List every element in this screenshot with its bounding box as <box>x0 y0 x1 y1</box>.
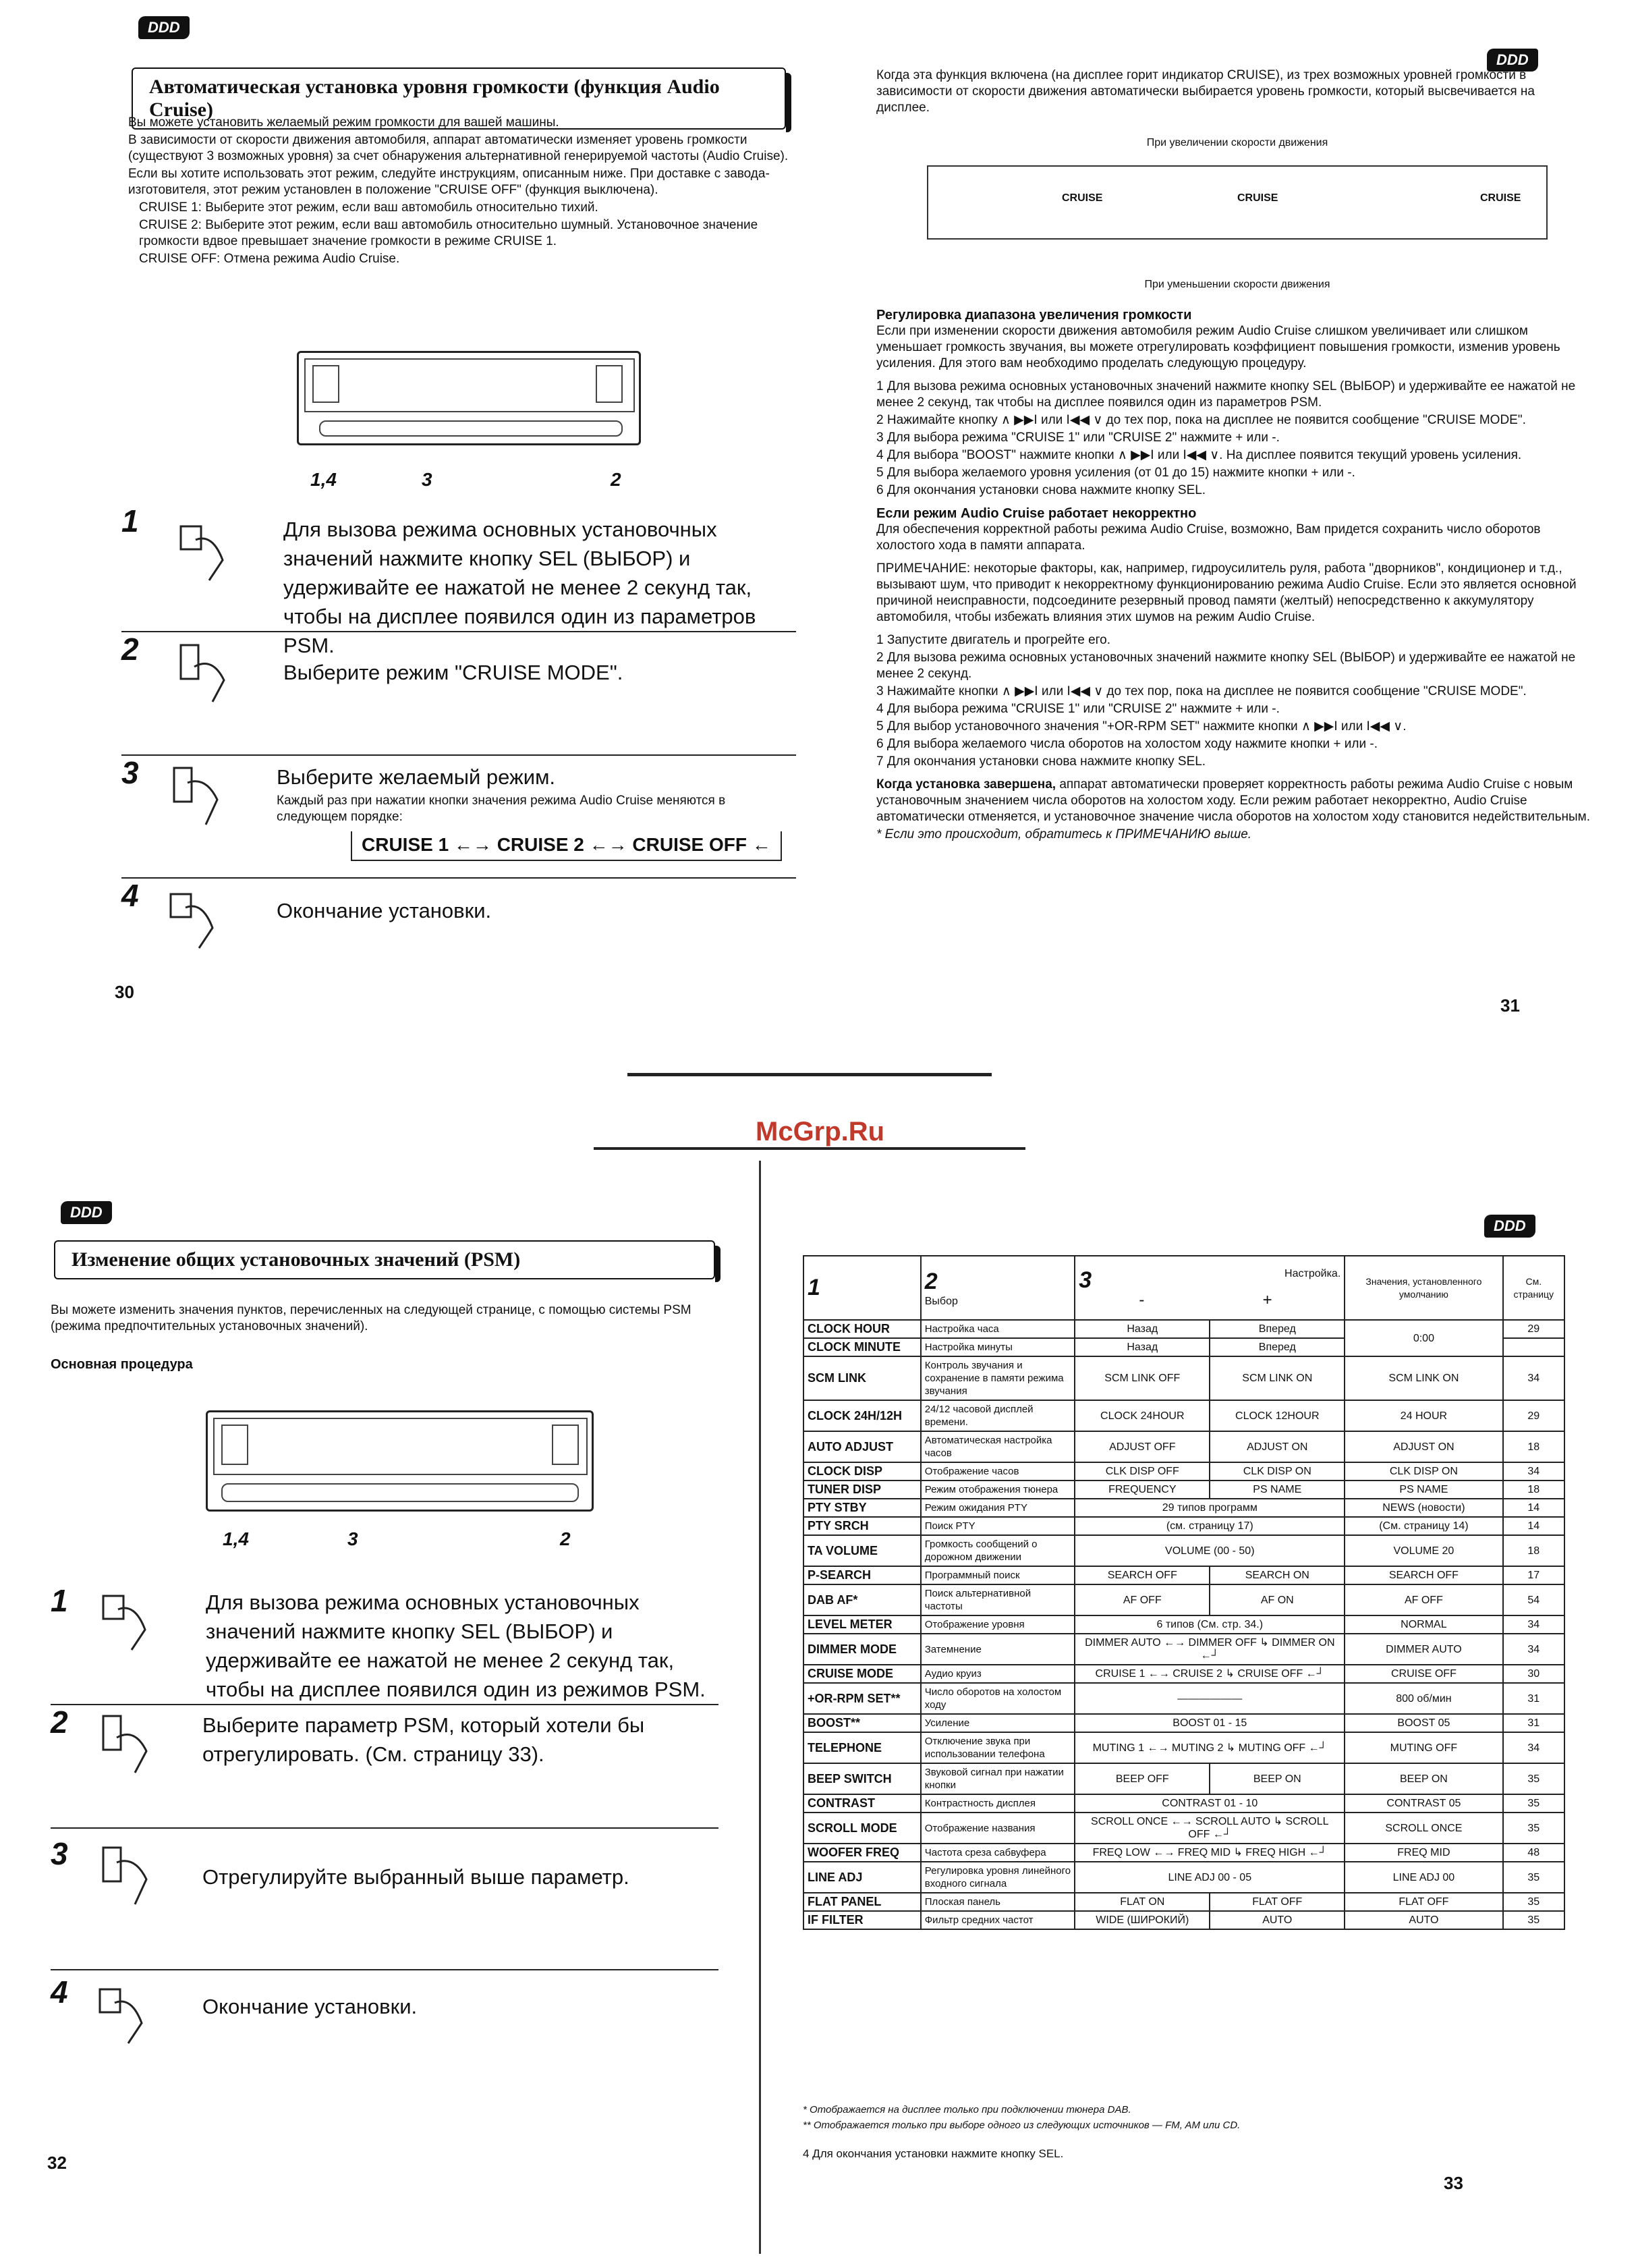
footnote: ** Отображается только при выборе одного из следующих источников — FM, AM или CD. <box>803 2120 1241 2131</box>
cruise-indicator: CRUISE <box>1237 192 1278 204</box>
table-cell: Отображение названия <box>921 1813 1075 1844</box>
table-cell: NORMAL <box>1345 1615 1502 1634</box>
table-cell: CLOCK 24H/12H <box>803 1400 921 1431</box>
table-cell: DIMMER MODE <box>803 1634 921 1665</box>
table-cell: CLK DISP ON <box>1345 1462 1502 1481</box>
table-cell: Громкость сообщений о дорожном движении <box>921 1535 1075 1566</box>
table-cell: Частота среза сабвуфера <box>921 1844 1075 1862</box>
callout-label: 2 <box>560 1528 571 1549</box>
step-text: Окончание установки. <box>202 1995 418 2018</box>
table-cell: 18 <box>1503 1431 1564 1462</box>
table-cell: Звуковой сигнал при нажатии кнопки <box>921 1763 1075 1794</box>
table-row <box>803 1634 1564 1665</box>
table-cell: FREQ MID <box>1345 1844 1502 1862</box>
table-cell: Отключение звука при использовании телефона <box>921 1732 1075 1763</box>
table-cell: FLAT ON <box>1075 1893 1210 1911</box>
hand-press-icon <box>98 1589 159 1657</box>
table-cell: SCM LINK ON <box>1345 1356 1502 1400</box>
table-cell: Контрастность дисплея <box>921 1794 1075 1813</box>
footnote: * Отображается на дисплее только при подключении тюнера DAB. <box>803 2104 1131 2115</box>
table-cell: 31 <box>1503 1683 1564 1714</box>
table-cell: CRUISE 1 ←→ CRUISE 2 ↳ CRUISE OFF ←┘ <box>1075 1665 1345 1683</box>
table-cell: 800 об/мин <box>1345 1683 1502 1714</box>
table-cell: 48 <box>1503 1844 1564 1862</box>
table-cell: VOLUME (00 - 50) <box>1075 1535 1345 1566</box>
step-subtext: Каждый раз при нажатии кнопки значения режима Audio Cruise меняются в следующем порядке: <box>277 794 726 824</box>
cruise-cycle: CRUISE 1 ←→ CRUISE 2 ←→ CRUISE OFF ← <box>351 831 782 861</box>
table-cell: Программный поиск <box>921 1566 1075 1584</box>
table-cell: Настройка часа <box>921 1320 1075 1338</box>
table-cell: 34 <box>1503 1356 1564 1400</box>
table-cell: SEARCH ON <box>1210 1566 1345 1584</box>
table-row <box>803 1584 1564 1615</box>
table-cell: 54 <box>1503 1584 1564 1615</box>
step-number: 3 <box>51 1836 68 1871</box>
page-number: 32 <box>47 2153 67 2173</box>
step-number: 3 <box>121 755 139 790</box>
table-cell: TELEPHONE <box>803 1732 921 1763</box>
intro-text: Вы можете изменить значения пунктов, перечисленных на следующей странице, с помощью системы PSM (режима предпочтительных установочных значений). <box>51 1303 691 1333</box>
diagram-caption: При увеличении скорости движения <box>1146 137 1328 148</box>
table-cell: AF OFF <box>1075 1584 1210 1615</box>
bullet: CRUISE 2: Выберите этот режим, если ваш автомобиль относительно шумный. Установочное значение громкости вдвое превышает значение громкости в режиме CRUISE 1. <box>139 218 758 248</box>
step-number: 4 <box>51 1974 68 2010</box>
divider <box>51 1704 718 1705</box>
table-row <box>803 1517 1564 1535</box>
table-cell: FREQUENCY <box>1075 1481 1210 1499</box>
hand-press-icon <box>98 1842 159 1910</box>
table-cell: 35 <box>1503 1794 1564 1813</box>
step-text: Выберите желаемый режим. <box>277 765 556 789</box>
table-cell: 30 <box>1503 1665 1564 1683</box>
table-cell: AF OFF <box>1345 1584 1502 1615</box>
table-cell: Регулировка уровня линейного входного сигнала <box>921 1862 1075 1893</box>
table-cell: 24/12 часовой дисплей времени. <box>921 1400 1075 1431</box>
table-cell: CRUISE OFF <box>1345 1665 1502 1683</box>
table-cell: 14 <box>1503 1517 1564 1535</box>
table-cell: 29 <box>1503 1400 1564 1431</box>
table-cell: CLOCK DISP <box>803 1462 921 1481</box>
table-cell: MUTING OFF <box>1345 1732 1502 1763</box>
subheading: Основная процедура <box>51 1357 193 1372</box>
callout-label: 1,4 <box>223 1528 249 1549</box>
table-cell: MUTING 1 ←→ MUTING 2 ↳ MUTING OFF ←┘ <box>1075 1732 1345 1763</box>
table-cell: CRUISE MODE <box>803 1665 921 1683</box>
table-cell: CLOCK 24HOUR <box>1075 1400 1210 1431</box>
step-text: Для вызова режима основных установочных значений нажмите кнопку SEL (ВЫБОР) и удерживайте ее нажатой не менее 2 секунд так, чтобы на дисплее появился один из режимов PSM. <box>206 1591 706 1701</box>
table-cell: SEARCH OFF <box>1075 1566 1210 1584</box>
hand-press-icon <box>165 887 226 955</box>
table-cell: BEEP ON <box>1210 1763 1345 1794</box>
table-cell: PTY STBY <box>803 1499 921 1517</box>
column-text: Регулировка диапазона увеличения громкости Если при изменении скорости движения автомобиля режим Audio Cruise слишком увеличивает или слишком уменьшает громкость звучания, вы можете отрегулировать коэффициент повышения громкости, изменив уровень усиления. Для этого вам необходимо проделать следующую процедуру. 1 Для вызова режима основных установочных значений нажмите кнопку SEL (ВЫБОР) и удерживайте ее нажатой не менее 2 секунд, так чтобы на дисплее появился один из параметров PSM. 2 Нажимайте кнопку ∧ ▶▶I или I◀◀ ∨ до тех пор, пока на дисплее не появится сообщение "CRUISE MODE". 3 Для выбора режима "CRUISE 1" или "CRUISE 2" нажмите + или -. 4 Для выбора "BOOST" нажмите кнопки ∧ ▶▶I или I◀◀ ∨. На дисплее появится текущий уровень усиления. 5 Для выбора желаемого уровня усиления (от 01 до 15) нажмите кнопки + или -. 6 Для окончания установки снова нажмите кнопку SEL. Если режим Audio Cruise работает некорректно Для обеспечения корректной работы режима Audio Cruise, возможно, Вам придется сохранить число оборотов холостого хода в памяти аппарата. ПРИМЕЧАНИЕ: некоторые факторы, как, например, гидроусилитель руля, работа "дворников", кондиционер и т.д., вызывают шум, что приводит к некорректному функционированию режима Audio Cruise. Если это является основной причиной неисправности, подсоедините резервный провод памяти (желтый) непосредственно к аккумулятору автомобиля, чтобы избежать влияния этих шумов на режим Audio Cruise. 1 Запустите двигатель и прогрейте его. 2 Для вызова режима основных установочных значений нажмите кнопку SEL (ВЫБОР) и удерживайте ее нажатой не менее 2 секунд. 3 Нажимайте кнопки ∧ ▶▶I или I◀◀ ∨ до тех пор, пока на дисплее не появится сообщение "CRUISE MODE". 4 Для выбора режима "CRUISE 1" или "CRUISE 2" нажмите + или -. 5 Для выбор установочного значения "+OR-RPM SET" нажмите кнопки ∧ ▶▶I или I◀◀ ∨. 6 Для выбора желаемого числа оборотов на холостом ходу нажмите кнопки + или -. 7 Для окончания установки снова нажмите кнопку SEL. Когда установка завершена, аппарат автоматически проверяет корректность работы режима Audio Cruise с новым установочным значением числа оборотов на холостом ходу. Если режим работает некорректно, Audio Cruise автоматически отменяется, и установочное значение числа оборотов на холостом ходу становится недействительным. * Если это происходит, обратитесь к ПРИМЕЧАНИЮ выше. <box>876 308 1590 841</box>
table-cell: AF ON <box>1210 1584 1345 1615</box>
header-default: Значения, установленного умолчанию <box>1345 1256 1502 1320</box>
table-cell: LINE ADJ <box>803 1862 921 1893</box>
hand-press-icon <box>94 1983 155 2050</box>
section-title: Автоматическая установка уровня громкости (функция Audio Cruise) <box>132 67 786 130</box>
table-cell: 14 <box>1503 1499 1564 1517</box>
hand-press-icon <box>98 1711 159 1778</box>
table-header <box>803 1256 1564 1320</box>
table-row <box>803 1763 1564 1794</box>
table-cell: PTY SRCH <box>803 1517 921 1535</box>
table-row <box>803 1665 1564 1683</box>
step-text: Выберите параметр PSM, который хотели бы отрегулировать. (См. страницу 33). <box>202 1713 645 1766</box>
header-page: См. страницу <box>1503 1256 1564 1320</box>
table-cell: FREQ LOW ←→ FREQ MID ↳ FREQ HIGH ←┘ <box>1075 1844 1345 1862</box>
table-cell: 0:00 <box>1345 1320 1502 1356</box>
table-cell: —————— <box>1075 1683 1345 1714</box>
table-cell: 35 <box>1503 1862 1564 1893</box>
cruise-on-text: Когда эта функция включена (на дисплее горит индикатор CRUISE), из трех возможных уровней громкости в зависимости от скорости движения автоматически выбирается уровень громкости, который высвечивается на дисплее. <box>876 68 1535 115</box>
divider <box>51 1827 718 1829</box>
table-row <box>803 1862 1564 1893</box>
table-row <box>803 1320 1564 1338</box>
table-cell: 29 <box>1503 1320 1564 1338</box>
table-cell: 6 типов (См. стр. 34.) <box>1075 1615 1345 1634</box>
table-row <box>803 1844 1564 1862</box>
table-cell: Поиск PTY <box>921 1517 1075 1535</box>
cruise-indicator: CRUISE <box>1062 192 1103 204</box>
table-cell: 34 <box>1503 1462 1564 1481</box>
table-cell: Поиск альтернативной частоты <box>921 1584 1075 1615</box>
table-cell: DAB AF* <box>803 1584 921 1615</box>
divider <box>51 1969 718 1970</box>
table-row <box>803 1732 1564 1763</box>
final-step: 4 Для окончания установки нажмите кнопку SEL. <box>803 2147 1064 2160</box>
table-cell: 34 <box>1503 1634 1564 1665</box>
table-cell: Контроль звучания и сохранение в памяти режима звучания <box>921 1356 1075 1400</box>
table-cell: ADJUST ON <box>1345 1431 1502 1462</box>
cd-logo-icon: DDD <box>61 1201 112 1224</box>
table-cell: Затемнение <box>921 1634 1075 1665</box>
table-cell: AUTO <box>1210 1911 1345 1929</box>
table-cell: (см. страницу 17) <box>1075 1517 1345 1535</box>
page-number: 31 <box>1500 995 1520 1016</box>
header-step2: 2 Выбор <box>921 1256 1075 1320</box>
table-cell: Режим отображения тюнера <box>921 1481 1075 1499</box>
table-cell: 35 <box>1503 1893 1564 1911</box>
cruise-speed-diagram <box>927 135 1548 297</box>
table-row <box>803 1893 1564 1911</box>
page-33 <box>789 1188 1638 2267</box>
table-cell: SCROLL MODE <box>803 1813 921 1844</box>
table-cell: CONTRAST 05 <box>1345 1794 1502 1813</box>
diagram-caption: При уменьшении скорости движения <box>1144 279 1330 290</box>
page-30 <box>0 0 819 1026</box>
table-cell: CLK DISP ON <box>1210 1462 1345 1481</box>
table-cell: Плоская панель <box>921 1893 1075 1911</box>
callout-label: 3 <box>347 1528 358 1549</box>
table-cell: 18 <box>1503 1535 1564 1566</box>
psm-table <box>803 1255 1565 1930</box>
table-cell: PS NAME <box>1345 1481 1502 1499</box>
table-cell: BEEP ON <box>1345 1763 1502 1794</box>
table-cell: CLK DISP OFF <box>1075 1462 1210 1481</box>
callout-label: 1,4 <box>310 469 337 490</box>
intro-text: Вы можете установить желаемый режим громкости для вашей машины. В зависимости от скорости движения автомобиля, аппарат автоматически изменяет уровень громкости (существуют 3 возможных уровня) за счет обнаружения альтернативной генерируемой частоты (Audio Cruise). Если вы хотите использовать этот режим, следуйте инструкциям, описанным ниже. При доставке с завода-изготовителя, этот режим установлен в положение "CRUISE OFF" (функция выключена). CRUISE 1: Выберите этот режим, если ваш автомобиль относительно тихий. CRUISE 2: Выберите этот режим, если ваш автомобиль относительно шумный. Установочное значение громкости вдвое превышает значение громкости в режиме CRUISE 1. CRUISE OFF: Отмена режима Audio Cruise. <box>128 115 789 266</box>
page-31 <box>819 0 1638 1026</box>
hand-press-icon <box>175 520 236 587</box>
bullet: CRUISE 1: Выберите этот режим, если ваш автомобиль относительно тихий. <box>139 200 598 215</box>
table-row <box>803 1535 1564 1566</box>
table-cell: Назад <box>1075 1320 1210 1338</box>
table-cell: WIDE (ШИРОКИЙ) <box>1075 1911 1210 1929</box>
step-number: 2 <box>51 1705 68 1740</box>
table-cell: 34 <box>1503 1615 1564 1634</box>
table-row <box>803 1615 1564 1634</box>
table-cell: CLOCK HOUR <box>803 1320 921 1338</box>
table-cell: ADJUST OFF <box>1075 1431 1210 1462</box>
table-cell: TA VOLUME <box>803 1535 921 1566</box>
table-cell: SCM LINK OFF <box>1075 1356 1210 1400</box>
table-row <box>803 1499 1564 1517</box>
table-cell: FLAT OFF <box>1210 1893 1345 1911</box>
table-cell: SEARCH OFF <box>1345 1566 1502 1584</box>
page-number: 33 <box>1444 2173 1463 2193</box>
table-cell: LINE ADJ 00 <box>1345 1862 1502 1893</box>
table-cell: 17 <box>1503 1566 1564 1584</box>
cd-logo-icon: DDD <box>1487 49 1538 72</box>
section-title: Изменение общих установочных значений (PSM) <box>54 1240 715 1279</box>
column-separator <box>759 1161 761 2254</box>
table-cell: AUTO <box>1345 1911 1502 1929</box>
table-row <box>803 1911 1564 1929</box>
table-row <box>803 1431 1564 1462</box>
table-cell: NEWS (новости) <box>1345 1499 1502 1517</box>
step-number: 4 <box>121 878 139 913</box>
table-cell: Назад <box>1075 1338 1210 1356</box>
table-cell: PS NAME <box>1210 1481 1345 1499</box>
cd-logo-icon: DDD <box>138 16 190 39</box>
bullet: CRUISE OFF: Отмена режима Audio Cruise. <box>139 252 400 266</box>
table-row <box>803 1794 1564 1813</box>
callout-label: 2 <box>611 469 621 490</box>
table-cell: 35 <box>1503 1813 1564 1844</box>
cd-logo-icon: DDD <box>1484 1215 1535 1238</box>
divider <box>121 877 796 879</box>
watermark: McGrp.Ru <box>756 1117 885 1146</box>
table-cell: Аудио круиз <box>921 1665 1075 1683</box>
table-cell: 35 <box>1503 1763 1564 1794</box>
step-number: 1 <box>121 503 139 538</box>
table-cell: P-SEARCH <box>803 1566 921 1584</box>
table-cell: 29 типов программ <box>1075 1499 1345 1517</box>
table-cell: CONTRAST 01 - 10 <box>1075 1794 1345 1813</box>
head-unit-diagram <box>297 351 641 445</box>
step-text: Выберите режим "CRUISE MODE". <box>283 661 623 684</box>
table-cell: CLOCK 12HOUR <box>1210 1400 1345 1431</box>
table-cell: BEEP OFF <box>1075 1763 1210 1794</box>
table-cell: BEEP SWITCH <box>803 1763 921 1794</box>
table-cell: FLAT PANEL <box>803 1893 921 1911</box>
table-cell: SCM LINK <box>803 1356 921 1400</box>
table-row <box>803 1566 1564 1584</box>
table-cell: Отображение часов <box>921 1462 1075 1481</box>
table-cell: ADJUST ON <box>1210 1431 1345 1462</box>
table-cell: AUTO ADJUST <box>803 1431 921 1462</box>
cruise-indicator: CRUISE <box>1480 192 1521 204</box>
page-number: 30 <box>115 982 134 1002</box>
table-cell: WOOFER FREQ <box>803 1844 921 1862</box>
table-cell: Режим ожидания PTY <box>921 1499 1075 1517</box>
table-row <box>803 1714 1564 1732</box>
table-row <box>803 1462 1564 1481</box>
table-cell: LEVEL METER <box>803 1615 921 1634</box>
divider <box>121 631 796 632</box>
page-separator <box>594 1147 1025 1150</box>
table-row <box>803 1400 1564 1431</box>
table-row <box>803 1356 1564 1400</box>
table-cell: 35 <box>1503 1911 1564 1929</box>
table-cell: Вперед <box>1210 1338 1345 1356</box>
header-step3: 3 Настройка. - + <box>1075 1256 1345 1320</box>
table-cell: Автоматическая настройка часов <box>921 1431 1075 1462</box>
table-cell: Отображение уровня <box>921 1615 1075 1634</box>
step-text: Отрегулируйте выбранный выше параметр. <box>202 1865 629 1889</box>
table-cell: Усиление <box>921 1714 1075 1732</box>
table-cell: FLAT OFF <box>1345 1893 1502 1911</box>
hand-press-icon <box>175 640 236 707</box>
table-cell: BOOST** <box>803 1714 921 1732</box>
table-row <box>803 1683 1564 1714</box>
table-cell: DIMMER AUTO <box>1345 1634 1502 1665</box>
table-cell: VOLUME 20 <box>1345 1535 1502 1566</box>
table-cell: 18 <box>1503 1481 1564 1499</box>
table-row <box>803 1813 1564 1844</box>
table-cell: CLOCK MINUTE <box>803 1338 921 1356</box>
table-cell: 31 <box>1503 1714 1564 1732</box>
table-cell: IF FILTER <box>803 1911 921 1929</box>
step-text: Для вызова режима основных установочных значений нажмите кнопку SEL (ВЫБОР) и удерживайте ее нажатой не менее 2 секунд так, чтобы на дисплее появился один из параметров PSM. <box>283 518 756 657</box>
table-cell: TUNER DISP <box>803 1481 921 1499</box>
table-cell: BOOST 05 <box>1345 1714 1502 1732</box>
table-cell: Фильтр средних частот <box>921 1911 1075 1929</box>
table-cell: SCROLL ONCE <box>1345 1813 1502 1844</box>
page-separator <box>627 1073 992 1076</box>
table-cell: Настройка минуты <box>921 1338 1075 1356</box>
table-cell: Число оборотов на холостом ходу <box>921 1683 1075 1714</box>
table-cell: CONTRAST <box>803 1794 921 1813</box>
hand-press-icon <box>169 763 229 830</box>
table-cell: (См. страницу 14) <box>1345 1517 1502 1535</box>
page-32 <box>0 1188 756 2267</box>
step-number: 1 <box>51 1583 68 1618</box>
table-cell: LINE ADJ 00 - 05 <box>1075 1862 1345 1893</box>
callout-label: 3 <box>422 469 432 490</box>
table-cell: Вперед <box>1210 1320 1345 1338</box>
table-cell: 24 HOUR <box>1345 1400 1502 1431</box>
table-cell <box>1503 1338 1564 1356</box>
step-text: Окончание установки. <box>277 899 492 922</box>
step-number: 2 <box>121 632 139 667</box>
table-cell: SCM LINK ON <box>1210 1356 1345 1400</box>
table-row <box>803 1481 1564 1499</box>
divider <box>121 754 796 756</box>
table-cell: BOOST 01 - 15 <box>1075 1714 1345 1732</box>
table-cell: DIMMER AUTO ←→ DIMMER OFF ↳ DIMMER ON ←┘ <box>1075 1634 1345 1665</box>
head-unit-diagram <box>206 1410 594 1512</box>
table-cell: 34 <box>1503 1732 1564 1763</box>
table-cell: SCROLL ONCE ←→ SCROLL AUTO ↳ SCROLL OFF ←┘ <box>1075 1813 1345 1844</box>
table-cell: +OR-RPM SET** <box>803 1683 921 1714</box>
header-step1: 1 <box>803 1256 921 1320</box>
